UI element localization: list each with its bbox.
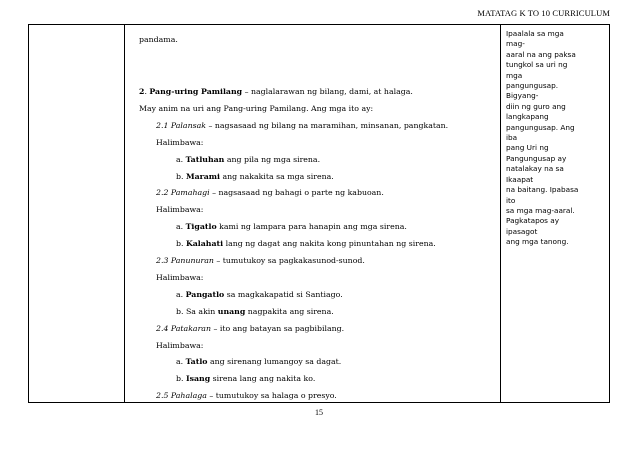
example-label: Halimbawa: bbox=[156, 272, 204, 282]
note-line: aaral na ang paksa bbox=[506, 49, 576, 59]
note-line: sa mga mag-aaral. bbox=[506, 205, 575, 215]
section-heading: 2. Pang-uring Pamilang – naglalarawan ng bilang, dami, at halaga. bbox=[139, 87, 413, 96]
page-number: 15 bbox=[315, 408, 323, 417]
note-line: Pagkatapos ay ipasagot bbox=[506, 216, 560, 236]
note-line: pang Uri ng bbox=[506, 143, 549, 153]
example-item: a. Tatlo ang sirenang lumangoy sa dagat. bbox=[176, 357, 342, 367]
note-line: diin ng guro ang bbox=[506, 101, 566, 111]
example-item: b. Sa akin unang nagpakita ang sirena. bbox=[176, 306, 334, 316]
note-line: pangungusap. Bigyang- bbox=[506, 81, 559, 101]
note-line: ang mga tanong. bbox=[506, 237, 569, 247]
subsection-heading: 2.1 Palansak – nagsasaad ng bilang na maramihan, minsanan, pangkatan. bbox=[156, 120, 449, 130]
subsection-heading: 2.3 Panunuran – tumutukoy sa pagkakasunod-sunod. bbox=[156, 256, 365, 265]
intro-text: May anim na uri ang Pang-uring Pamilang. Ang mga ito ay: bbox=[139, 103, 374, 113]
note-line: tungkol sa uri ng mga bbox=[506, 60, 568, 80]
note-line: na baitang. Ipabasa ito bbox=[506, 185, 579, 205]
example-item: a. Tigatlo kami ng lampara para hanapin ang mga sirena. bbox=[176, 222, 407, 232]
example-label: Halimbawa: bbox=[156, 205, 204, 215]
teacher-note bbox=[506, 29, 580, 248]
subsection-heading: 2.4 Patakaran – ito ang batayan sa pagbibilang. bbox=[156, 323, 345, 333]
example-item: b. Marami ang nakakita sa mga sirena. bbox=[176, 171, 334, 181]
example-label: Halimbawa: bbox=[156, 340, 204, 350]
example-item: a. Tatluhan ang pila ng mga sirena. bbox=[176, 154, 321, 164]
example-label: Halimbawa: bbox=[156, 137, 204, 147]
note-line: langkapang bbox=[506, 112, 549, 122]
note-line: Pangungusap ay bbox=[506, 153, 567, 163]
note-line: Ipaalala sa mga mag- bbox=[506, 29, 564, 49]
section-number: 2 bbox=[139, 87, 145, 96]
column-divider-right bbox=[500, 25, 501, 402]
curriculum-header: MATATAG K TO 10 CURRICULUM bbox=[477, 8, 610, 18]
example-item: b. Kalahati lang ng dagat ang nakita kong pinuntahan ng sirena. bbox=[176, 239, 436, 249]
example-item: a. Pangatlo sa magkakapatid si Santiago. bbox=[176, 289, 343, 299]
subsection-heading: 2.2 Pamahagi – nagsasaad ng bahagi o parte ng kabuoan. bbox=[156, 188, 384, 198]
section-desc: – naglalarawan ng bilang, dami, at halaga. bbox=[242, 87, 413, 96]
lesson-content bbox=[124, 25, 500, 402]
note-line: pangungusap. Ang iba bbox=[506, 122, 575, 143]
note-line: natalakay na sa Ikaapat bbox=[506, 164, 564, 184]
section-term: Pang-uring Pamilang bbox=[149, 87, 243, 96]
text-line: pandama. bbox=[139, 35, 178, 44]
example-item: b. Isang sirena lang ang nakita ko. bbox=[176, 374, 316, 384]
subsection-heading: 2.5 Pahalaga – tumutukoy sa halaga o presyo. bbox=[156, 391, 337, 401]
